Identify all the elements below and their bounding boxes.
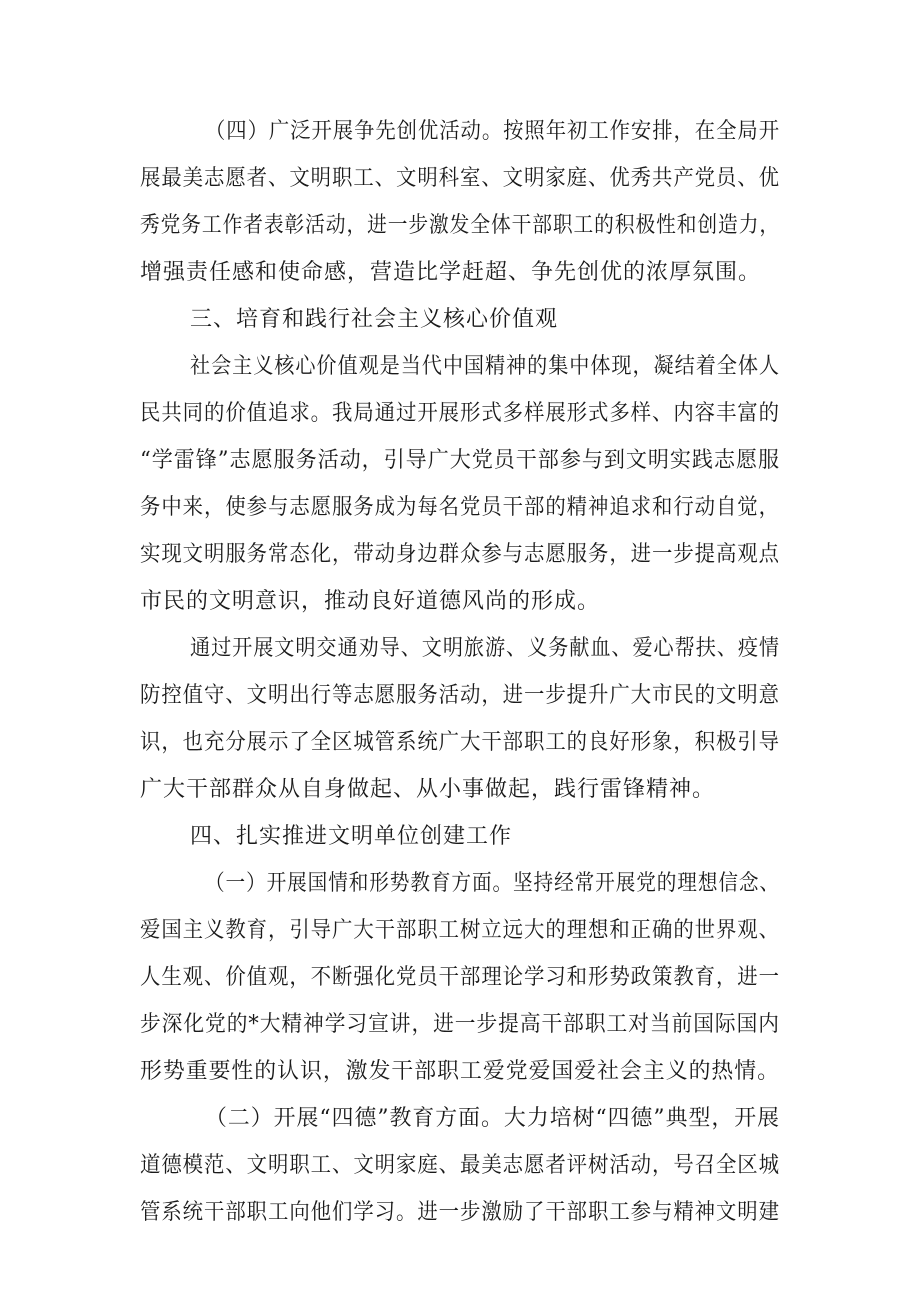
paragraph-line: 人生观、价值观，不断强化党员干部理论学习和形势政策教育，进一 (140, 965, 780, 990)
paragraph-line: 广大干部群众从自身做起、从小事做起，践行雷锋精神。 (140, 777, 716, 802)
paragraph-line: 社会主义核心价值观是当代中国精神的集中体现，凝结着全体人 (190, 354, 780, 379)
paragraph-line: 实现文明服务常态化，带动身边群众参与志愿服务，进一步提高观点 (140, 542, 780, 567)
paragraph-line: 步深化党的*大精神学习宣讲，进一步提高干部职工对当前国际国内 (140, 1012, 780, 1037)
paragraph-line: 秀党务工作者表彰活动，进一步激发全体干部职工的积极性和创造力， (140, 213, 781, 238)
paragraph-line: 市民的文明意识，推动良好道德风尚的形成。 (140, 589, 601, 614)
section-heading: 三、培育和践行社会主义核心价值观 (190, 307, 559, 332)
paragraph-line: 道德模范、文明职工、文明家庭、最美志愿者评树活动，号召全区城 (140, 1153, 780, 1178)
paragraph-line: 识，也充分展示了全区城管系统广大干部职工的良好形象，积极引导 (140, 730, 780, 755)
paragraph-line: 通过开展文明交通劝导、文明旅游、义务献血、爱心帮扶、疫情 (190, 636, 780, 661)
paragraph-line: 爱国主义教育，引导广大干部职工树立远大的理想和正确的世界观、 (140, 918, 780, 943)
paragraph-line: （四）广泛开展争先创优活动。按照年初工作安排，在全局开 (205, 119, 780, 144)
paragraph-line: （二）开展“四德”教育方面。大力培树“四德”典型，开展 (205, 1106, 780, 1131)
paragraph-line: 民共同的价值追求。我局通过开展形式多样展形式多样、内容丰富的 (140, 401, 780, 426)
paragraph-line: 防控值守、文明出行等志愿服务活动，进一步提升广大市民的文明意 (140, 683, 780, 708)
paragraph-line: （一）开展国情和形势教育方面。坚持经常开展党的理想信念、 (205, 871, 780, 896)
section-heading: 四、扎实推进文明单位创建工作 (190, 824, 513, 849)
paragraph-line: 形势重要性的认识，激发干部职工爱党爱国爱社会主义的热情。 (140, 1059, 781, 1084)
paragraph-line: 务中来，使参与志愿服务成为每名党员干部的精神追求和行动自觉， (140, 495, 780, 520)
paragraph-line: 管系统干部职工向他们学习。进一步激励了干部职工参与精神文明建 (140, 1200, 780, 1225)
paragraph-line: 展最美志愿者、文明职工、文明科室、文明家庭、优秀共产党员、优 (140, 166, 780, 191)
paragraph-line: “学雷锋”志愿服务活动，引导广大党员干部参与到文明实践志愿服 (140, 448, 781, 473)
paragraph-line: 增强责任感和使命感，营造比学赶超、争先创优的浓厚氛围。 (140, 260, 762, 285)
